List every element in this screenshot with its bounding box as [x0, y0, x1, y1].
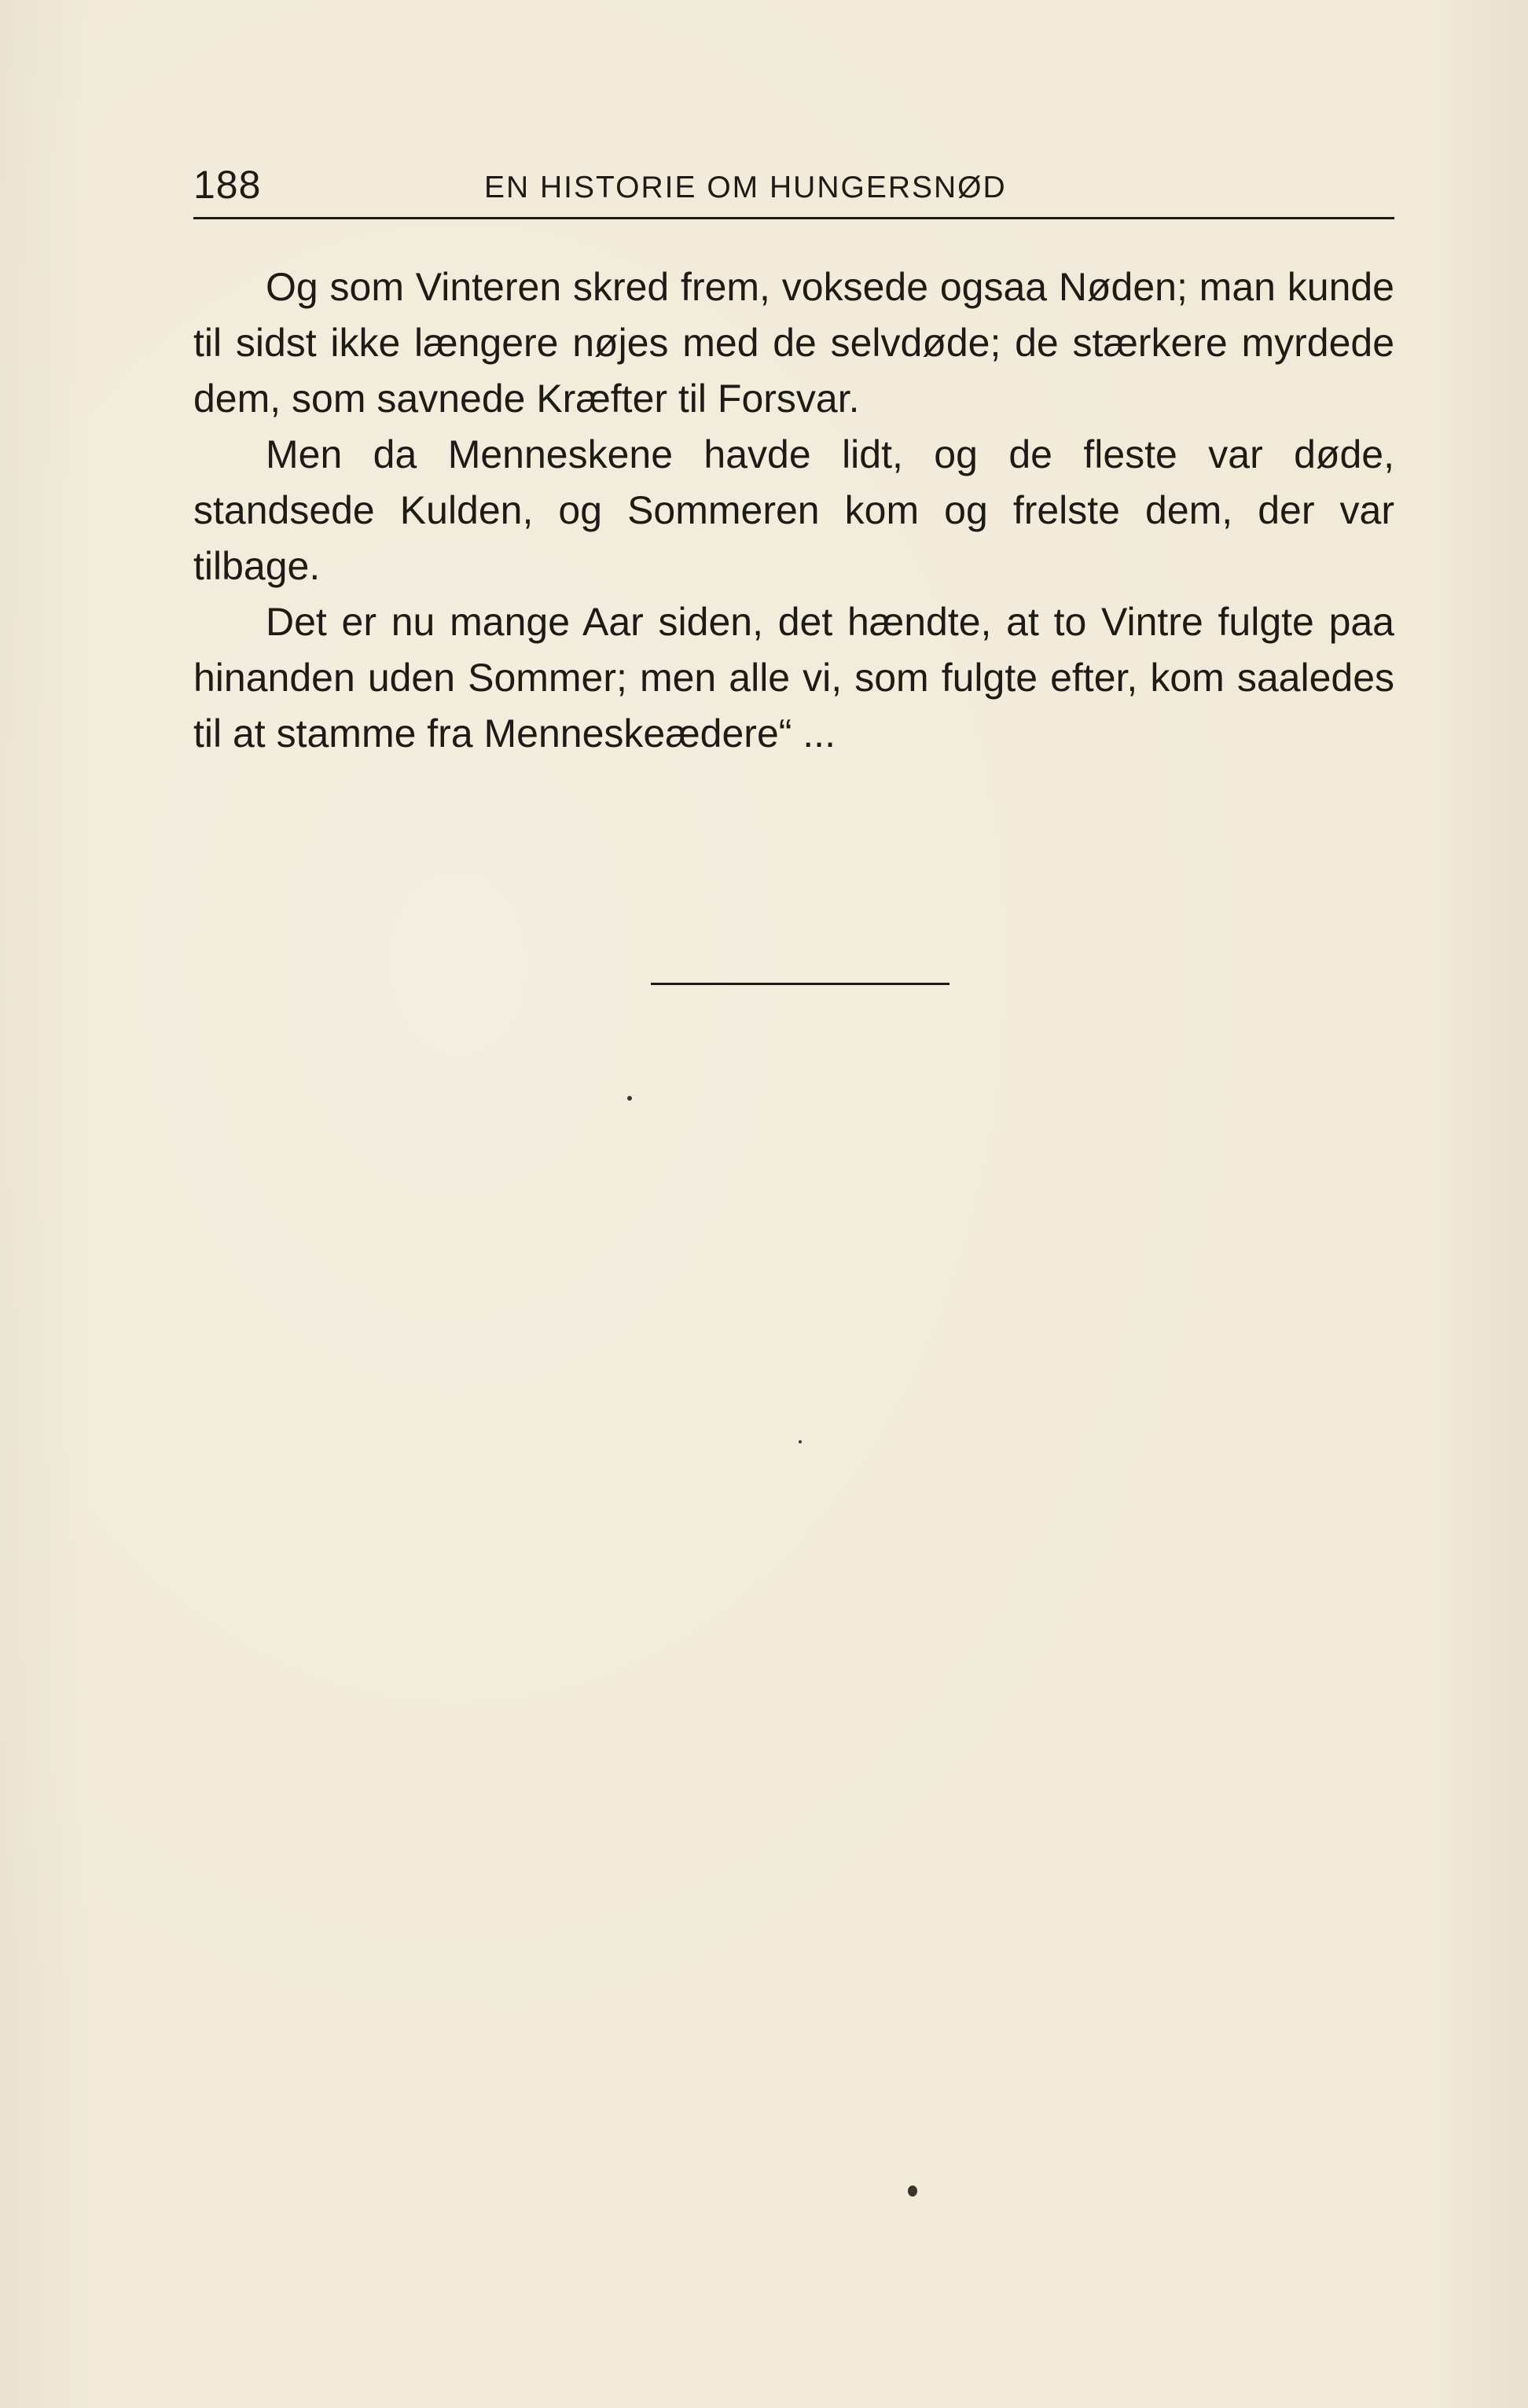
body-text	[193, 259, 1394, 762]
chapter-end-rule	[651, 983, 949, 985]
running-head	[193, 161, 1394, 216]
paper-speck	[799, 1440, 802, 1443]
paper-speck	[627, 1096, 632, 1101]
paper-speck	[908, 2186, 917, 2197]
paragraph: Men da Menneskene havde lidt, og de fleste var døde, standsede Kulden, og Sommeren kom og frelste dem, der var tilbage.	[193, 432, 1394, 588]
paragraph: Det er nu mange Aar siden, det hændte, at to Vintre fulgte paa hinanden uden Sommer; men alle vi, som fulgte efter, kom saaledes til at stamme fra Menneskeædere“ ...	[193, 600, 1394, 755]
running-title: EN HISTORIE OM HUNGERSNØD	[484, 171, 1007, 204]
paragraph: Og som Vinteren skred frem, voksede ogsaa Nøden; man kunde til sidst ikke længere nøjes med de selvdøde; de stærkere myrdede dem, som savnede Kræfter til Forsvar.	[193, 265, 1394, 421]
page-number: 188	[193, 163, 262, 207]
header-rule	[193, 217, 1394, 219]
